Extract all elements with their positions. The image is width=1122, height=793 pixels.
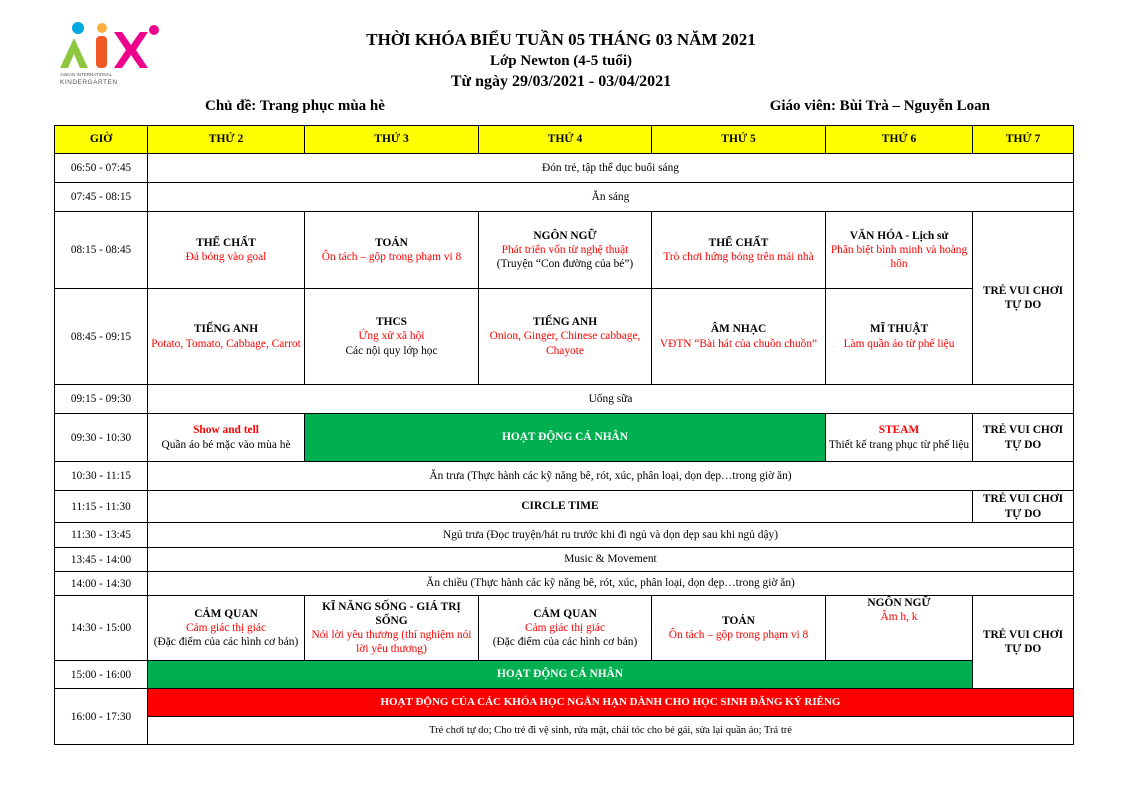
free-play-cell: TRẺ VUI CHƠI TỰ DO xyxy=(973,596,1074,689)
lesson-cell xyxy=(652,289,826,385)
lesson-subject: THỂ CHẤT xyxy=(708,236,769,249)
lesson-detail: Ứng xử xã hội xyxy=(358,330,425,343)
lesson-subject: ÂM NHẠC xyxy=(710,323,767,336)
activity-cell: Đón trẻ, tập thể dục buổi sáng xyxy=(148,154,1074,183)
col-header-mon: THỨ 2 xyxy=(148,126,305,154)
lesson-cell xyxy=(826,212,973,289)
table-row xyxy=(55,212,1074,289)
lesson-cell xyxy=(305,596,479,661)
lesson-cell xyxy=(479,289,652,385)
activity-cell: Music & Movement xyxy=(148,548,1074,572)
logo-tagline-bottom: KINDERGARTEN xyxy=(60,79,118,86)
time-cell: 14:00 - 14:30 xyxy=(55,572,148,596)
lesson-cell xyxy=(148,289,305,385)
short-course-banner: HOẠT ĐỘNG CỦA CÁC KHÓA HỌC NGẮN HẠN DÀNH CHO HỌC SINH ĐĂNG KÝ RIÊNG xyxy=(148,689,1074,717)
lesson-subject: THCS xyxy=(375,316,408,329)
lesson-note: Thiết kế trang phục từ phế liệu xyxy=(828,438,970,451)
lesson-cell xyxy=(148,596,305,661)
time-cell: 09:15 - 09:30 xyxy=(55,385,148,414)
lesson-cell xyxy=(305,212,479,289)
activity-cell: Uống sữa xyxy=(148,385,1074,414)
lesson-detail: Đá bóng vào goal xyxy=(185,251,267,263)
col-header-sat: THỨ 7 xyxy=(973,126,1074,154)
lesson-subject: NGÔN NGỮ xyxy=(867,597,931,609)
activity-cell: Trẻ chơi tự do; Cho trẻ đi vệ sinh, rửa mặt, chải tóc cho bé gái, sửa lại quần áo; Trả trẻ xyxy=(148,717,1074,745)
time-cell: 08:45 - 09:15 xyxy=(55,289,148,385)
free-play-cell: TRẺ VUI CHƠI TỰ DO xyxy=(973,414,1074,462)
lesson-note: Quần áo bé mặc vào mùa hè xyxy=(161,438,291,451)
lesson-subject: TOÁN xyxy=(722,614,755,627)
lesson-cell xyxy=(826,596,973,661)
table-row xyxy=(55,572,1074,596)
table-row xyxy=(55,414,1074,462)
time-cell: 09:30 - 10:30 xyxy=(55,414,148,462)
time-cell: 08:15 - 08:45 xyxy=(55,212,148,289)
lesson-cell xyxy=(826,414,973,462)
lesson-detail: VĐTN “Bài hát của chuồn chuồn” xyxy=(659,337,818,350)
lesson-detail: Cảm giác thị giác xyxy=(524,621,606,634)
lesson-detail: Nói lời yêu thương (thí nghiệm nói lời yêu thương) xyxy=(311,629,472,656)
time-cell: 11:30 - 13:45 xyxy=(55,523,148,548)
lesson-detail: Onion, Ginger, Chinese cabbage, Chayote xyxy=(489,330,641,357)
activity-cell: Ăn chiều (Thực hành các kỹ năng bê, rót, xúc, phân loại, dọn dẹp…trong giờ ăn) xyxy=(148,572,1074,596)
lesson-subject: NGÔN NGỮ xyxy=(533,229,597,242)
lesson-subject: Show and tell xyxy=(193,424,259,437)
col-header-wed: THỨ 4 xyxy=(479,126,652,154)
table-row xyxy=(55,289,1074,385)
lesson-note: Các nội quy lớp học xyxy=(345,344,438,357)
lesson-subject: STEAM xyxy=(878,424,920,437)
lesson-subject: MĨ THUẬT xyxy=(869,323,929,336)
lesson-cell xyxy=(826,289,973,385)
table-row xyxy=(55,523,1074,548)
time-cell: 06:50 - 07:45 xyxy=(55,154,148,183)
table-row xyxy=(55,689,1074,717)
table-row xyxy=(55,717,1074,745)
table-row xyxy=(55,596,1074,661)
table-row xyxy=(55,154,1074,183)
lesson-subject: KĨ NĂNG SỐNG - GIÁ TRỊ SỐNG xyxy=(322,600,461,627)
lesson-detail: Cảm giác thị giác xyxy=(185,621,267,634)
header-row xyxy=(55,126,1074,154)
lesson-subject: TOÁN xyxy=(375,236,408,249)
logo-tagline-top: ASEAN INTERNATIONAL xyxy=(60,72,113,77)
time-cell: 15:00 - 16:00 xyxy=(55,661,148,689)
class-name: Lớp Newton (4-5 tuổi) xyxy=(489,53,633,69)
lesson-detail: Ôn tách – gộp trong phạm vi 8 xyxy=(668,629,809,641)
time-cell: 07:45 - 08:15 xyxy=(55,183,148,212)
free-play-cell: TRẺ VUI CHƠI TỰ DO xyxy=(973,491,1074,523)
col-header-time: GIỜ xyxy=(55,126,148,154)
lesson-detail: Ôn tách – gộp trong phạm vi 8 xyxy=(321,251,462,263)
time-cell: 16:00 - 17:30 xyxy=(55,689,148,745)
page-title: THỜI KHÓA BIỂU TUẦN 05 THÁNG 03 NĂM 2021 xyxy=(366,30,756,49)
time-cell: 14:30 - 15:00 xyxy=(55,596,148,661)
lesson-subject: VĂN HÓA - Lịch sử xyxy=(849,229,949,242)
lesson-detail: Phân biệt bình minh và hoàng hôn xyxy=(830,243,968,271)
teachers: Giáo viên: Bùi Trà – Nguyễn Loan xyxy=(769,98,990,114)
lesson-cell xyxy=(148,414,305,462)
free-play-cell: TRẺ VUI CHƠI TỰ DO xyxy=(973,212,1074,385)
lesson-subject: THỂ CHẤT xyxy=(196,236,256,249)
lesson-note: (Đặc điểm của các hình cơ bản) xyxy=(153,636,299,649)
lesson-note: (Truyện “Con đường của bé”) xyxy=(496,258,634,271)
time-cell: 10:30 - 11:15 xyxy=(55,462,148,491)
lesson-detail: Âm h, k xyxy=(880,611,918,624)
lesson-note: (Đặc điểm của các hình cơ bản) xyxy=(492,636,638,649)
activity-cell: Ăn trưa (Thực hành các kỹ năng bê, rót, xúc, phân loại, dọn dẹp…trong giờ ăn) xyxy=(148,462,1074,491)
lesson-detail: Potato, Tomato, Cabbage, Carrot xyxy=(151,337,301,350)
lesson-detail: Làm quần áo từ phế liệu xyxy=(843,337,955,350)
lesson-subject: TIẾNG ANH xyxy=(193,323,259,336)
table-row xyxy=(55,491,1074,523)
col-header-thu: THỨ 5 xyxy=(652,126,826,154)
table-row xyxy=(55,548,1074,572)
table-row xyxy=(55,183,1074,212)
lesson-cell xyxy=(479,212,652,289)
activity-cell: Ngủ trưa (Đọc truyện/hát ru trước khi đi ngủ và dọn dẹp sau khi ngủ dậy) xyxy=(148,523,1074,548)
activity-cell: Ăn sáng xyxy=(148,183,1074,212)
topic: Chủ đề: Trang phục mùa hè xyxy=(205,98,385,114)
lesson-cell xyxy=(479,596,652,661)
individual-activity-cell: HOẠT ĐỘNG CÁ NHÂN xyxy=(305,414,826,462)
lesson-detail: Trò chơi hứng bóng trên mái nhà xyxy=(663,251,814,263)
circle-time-cell: CIRCLE TIME xyxy=(148,491,973,523)
lesson-subject: TIẾNG ANH xyxy=(532,316,598,329)
individual-activity-cell: HOẠT ĐỘNG CÁ NHÂN xyxy=(148,661,973,689)
timetable xyxy=(54,125,1074,745)
date-range: Từ ngày 29/03/2021 - 03/04/2021 xyxy=(450,73,672,90)
table-row xyxy=(55,462,1074,491)
col-header-fri: THỨ 6 xyxy=(826,126,973,154)
lesson-detail: Phát triển vốn từ nghệ thuật xyxy=(501,243,629,256)
table-row xyxy=(55,385,1074,414)
lesson-cell xyxy=(305,289,479,385)
table-row xyxy=(55,661,1074,689)
time-cell: 13:45 - 14:00 xyxy=(55,548,148,572)
time-cell: 11:15 - 11:30 xyxy=(55,491,148,523)
lesson-cell xyxy=(148,212,305,289)
lesson-subject: CẢM QUAN xyxy=(194,607,258,620)
lesson-subject: CẢM QUAN xyxy=(533,607,597,620)
lesson-cell xyxy=(652,212,826,289)
col-header-tue: THỨ 3 xyxy=(305,126,479,154)
lesson-cell xyxy=(652,596,826,661)
